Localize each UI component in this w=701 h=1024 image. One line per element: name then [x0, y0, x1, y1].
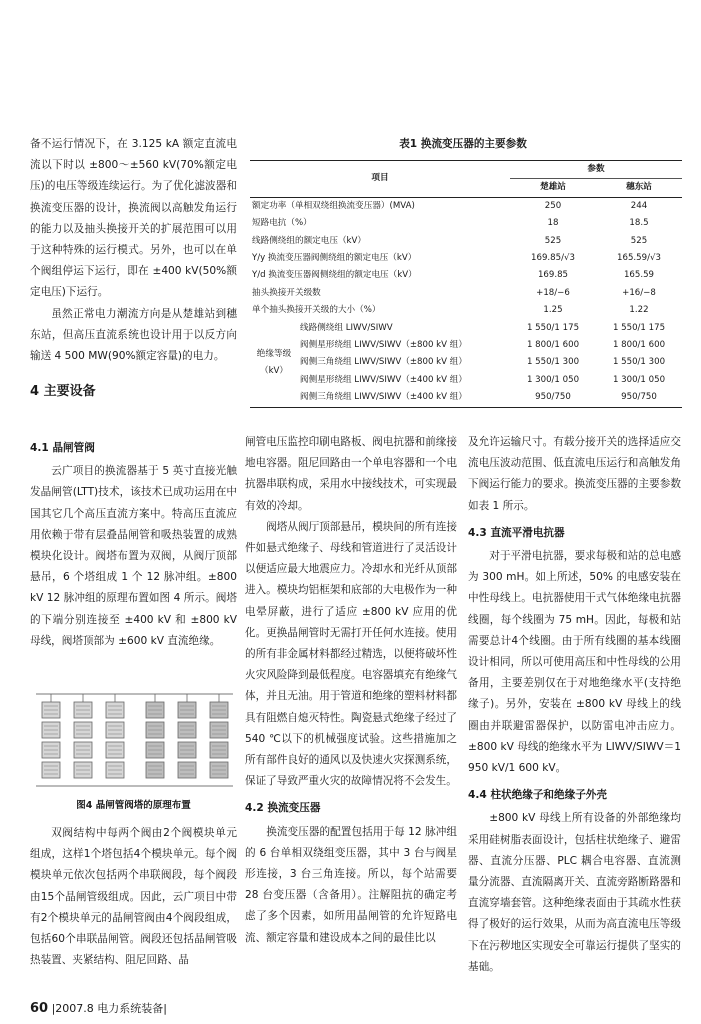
journal-issue: |2007.8 电力系统装备|: [51, 1002, 167, 1015]
paragraph: 换流变压器的配置包括用于每 12 脉冲组的 6 台单相双绕组变压器，其中 3 台与阀星形连接，3 台三角连接。所以，每个站需要 28 台变压器（含备用）。注解阻抗的确定考虑了多个因素，如所用晶闸管的允许短路电流、额定容量和建设成本之间的最佳比以: [245, 825, 457, 944]
table-row: 绝缘等级（kV） 线路侧绕组 LIWV/SIWV 1 550/1 175 1 550/1 175: [250, 320, 682, 337]
table-row: Y/d 换流变压器阀侧绕组的额定电压（kV） 169.85 165.59: [252, 270, 655, 281]
paragraph: 备不运行情况下，在 3.125 kA 额定直流电流以下时以 ±800～±560 kV(70%额定电压)的电压等级连续运行。为了优化滤波器和换流变压器的设计，换流阀以高触发角运行的能力以及抽头换接开关的扩展范围可以用于这种特殊的运行模式。另外，也可以在单个阀组停运下运行，即在 ±400 kV(50%额定电压)下运行。: [30, 138, 237, 299]
paragraph: ±800 kV 母线上所有设备的外部绝缘均采用硅树脂表面设计，包括柱状绝缘子、避雷器、直流分压器、PLC 耦合电容器、直流测量分流器、直流隔离开关、直流旁路断路器和直流穿墙套管。这种绝缘表面由于其疏水性获得了极好的运行效果，从而为高直流电压等级下在污秽地区实现安全可靠运行提供了坚实的基础。: [468, 812, 681, 973]
table-row: 单个抽头换接开关级的大小（%） 1.25 1.22: [252, 305, 649, 316]
left-column-section-41: [30, 432, 237, 652]
right-column: [468, 432, 681, 978]
valve-tower: [210, 694, 228, 778]
figure-4-caption: 图4 晶闸管阀塔的原理布置: [76, 800, 191, 811]
table-row: 阀侧三角绕组 LIWV/SIWV（±400 kV 组） 950/750 950/750: [250, 389, 682, 407]
header-station-b: 穗东站: [596, 179, 682, 197]
paragraph: 云广项目的换流器基于 5 英寸直接光触发晶闸管(LTT)技术，该技术已成功运用在中国其它几个高压直流方案中。特高压直流应用依赖于带有层叠晶闸管和吸热装置的成熟模块化设计。阀塔布置为双阀，从阀厅顶部悬吊，6 个塔组成 1 个 12 脉冲组。±800 kV 12 脉冲组的原理布置如图 4 所示。阀塔的下端分别连接至 ±400 kV 和 ±800 kV 母线，阀塔顶部为 ±600 kV 直流绝缘。: [30, 465, 237, 647]
section-44-heading: 4.4 柱状绝缘子和绝缘子外壳: [468, 789, 607, 802]
header-item: 项目: [250, 161, 510, 198]
valve-tower: [106, 694, 124, 778]
table-row: 额定功率（单相双绕组换流变压器）(MVA) 250 244: [252, 200, 648, 211]
section-4-heading: 4 主要设备: [30, 384, 96, 400]
page-number: 60: [30, 1001, 49, 1016]
table-row: 短路电抗（%） 18 18.5: [252, 218, 649, 229]
page-footer: [30, 1000, 167, 1016]
section-43-heading: 4.3 直流平滑电抗器: [468, 526, 565, 539]
valve-tower: [42, 694, 60, 778]
paragraph: 虽然正常电力潮流方向是从楚雄站到穗东站，但高压直流系统也设计用于以反方向输送 4 500 MW(90%额定容量)的电力。: [30, 307, 237, 363]
table-row: Y/y 换流变压器阀侧绕组的额定电压（kV） 169.85/√3 165.59/√3: [252, 253, 661, 264]
table-row: 阀侧三角绕组 LIWV/SIWV（±800 kV 组） 1 550/1 300 1 550/1 300: [300, 357, 666, 368]
paragraph: 阀塔从阀厅顶部悬吊，模块间的所有连接件如悬式绝缘子、母线和管道进行了灵活设计以便适应最大地震应力。冷却水和光纤从顶部进入。模块均铝框架和底部的大电极作为一种电晕屏蔽，进行了适应 ±800 kV 应用的优化。更换晶闸管时无需打开任何水连接。使用的所有非金属材料都经过精选，以便将破坏性火灾风险降到最低程度。电容器填充有绝缘气体，并且无油。用于管道和绝缘的塑料材料都具有阻燃自熄灭特性。陶瓷悬式绝缘子经过了 540 ℃以下的机械强度试验。这些措施加之所有部件良好的通风以及快速火灾探测系统，保证了导致严重火灾的故障情况将不会发生。: [245, 520, 457, 788]
left-column-top: [30, 134, 237, 412]
valve-tower-figure: [36, 688, 233, 792]
paragraph: 对于平滑电抗器，要求每极和站的总电感为 300 mH。如上所述，50% 的电感安装在中性母线上。电抗器使用干式气体绝缘电抗器线圈，每个线圈为 75 mH。因此，每极和站需要总计4个线圈。由于所有线圈的基本线圈设计相同，所以可使用高压和中性母线的公用备用，主要差别仅在于对地绝缘水平(支持绝缘子)。另外，安装在 ±800 kV 母线上的线圈由并联避雷器保护，以防雷电冲击应力。±800 kV 母线的绝缘水平为 LIWV/SIWV＝1 950 kV/1 600 kV。: [468, 550, 681, 775]
middle-column: [245, 432, 457, 949]
table-row: 线路侧绕组的额定电压（kV） 525 525: [252, 235, 648, 246]
paragraph: 双阀结构中每两个阀由2个阀模块单元组成，这样1个塔包括4个模块单元。每个阀模块单元依次包括两个串联阀段，每个阀段由15个晶闸管级组成。因此，云广项目中带有2个模块单元的晶闸管阀由4个阀段组成，包括60个串联晶闸管。阀段还包括晶闸管吸热装置、夹紧结构、阻尼回路、晶: [30, 827, 237, 967]
valve-tower: [74, 694, 92, 778]
valve-towers: [42, 694, 228, 778]
section-42-heading: 4.2 换流变压器: [245, 802, 321, 815]
table-row: 阀侧星形绕组 LIWV/SIWV（±400 kV 组） 1 300/1 050 1 300/1 050: [300, 374, 666, 385]
table-row: 抽头换接开关级数 +18/−6 +16/−8: [252, 287, 656, 298]
paragraph: 及允许运输尺寸。有载分接开关的选择适应交流电压波动范围、低直流电压运行和高触发角下阀运行能力的要求。换流变压器的主要参数如表 1 所示。: [468, 436, 681, 512]
header-station-a: 楚雄站: [510, 179, 596, 197]
valve-tower: [146, 694, 164, 778]
header-params: 参数: [510, 161, 682, 179]
table-row: 阀侧星形绕组 LIWV/SIWV（±800 kV 组） 1 800/1 600 1 800/1 600: [300, 340, 666, 351]
valve-tower: [178, 694, 196, 778]
table-1-title: 表1 换流变压器的主要参数: [399, 138, 527, 150]
paragraph: 闸管电压监控印刷电路板、阀电抗器和前缘接地电容器。阻尼回路由一个单电容器和一个电抗器串联构成，采用水中接线技术，可实现最有效的冷却。: [245, 436, 457, 512]
insulation-group-label: 绝缘等级（kV）: [250, 320, 298, 408]
converter-transformer-table: [250, 160, 682, 408]
left-column-bottom: [30, 823, 237, 971]
section-41-heading: 4.1 晶闸管阀: [30, 442, 95, 454]
